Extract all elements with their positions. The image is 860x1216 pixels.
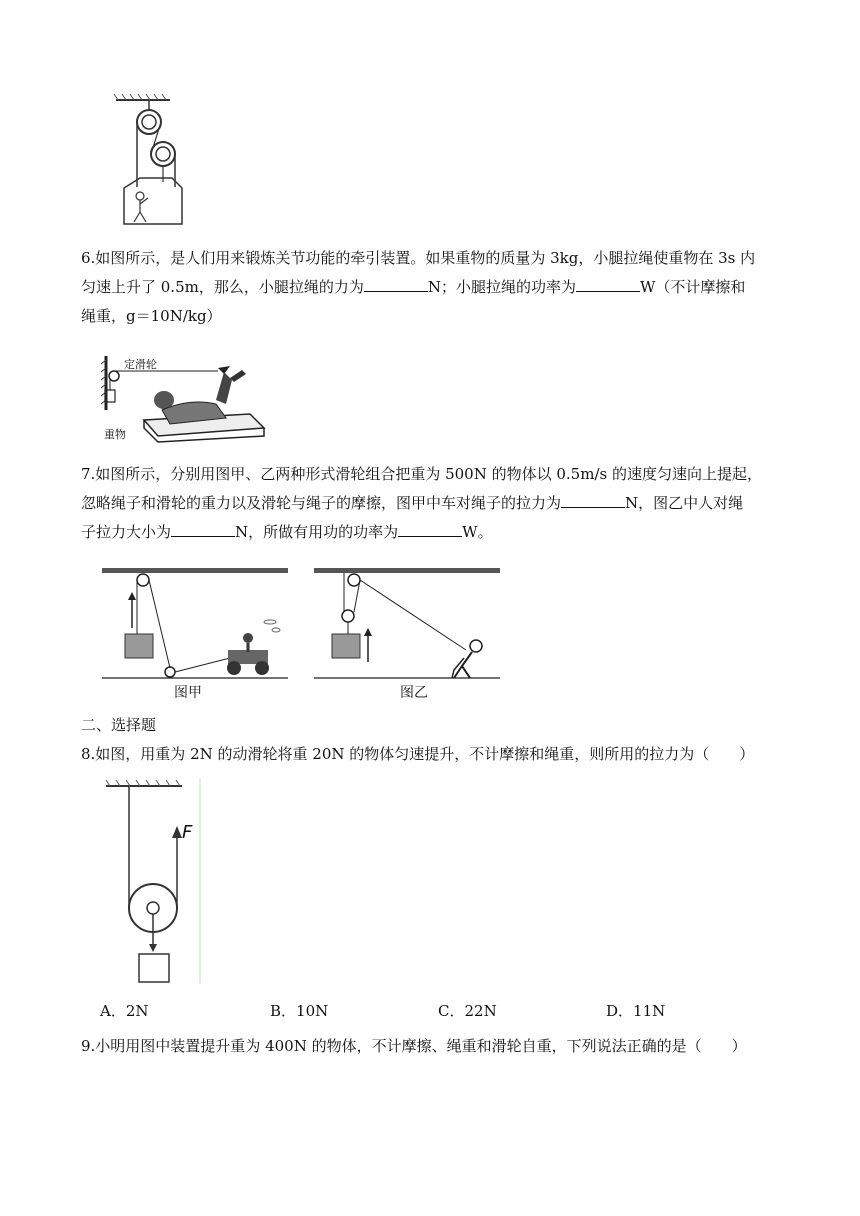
q6-line3: 绳重，g＝10N/kg）	[81, 307, 222, 325]
question-8: 8.如图，用重为 2N 的动滑轮将重 20N 的物体匀速提升，不计摩擦和绳重，则所用的拉力为（ ）	[81, 745, 755, 763]
pulley-figure-yi	[314, 562, 504, 704]
answer-blank[interactable]	[398, 522, 462, 537]
fixed-pulley-label: 定滑轮	[124, 358, 157, 371]
traction-device-figure	[100, 350, 270, 446]
movable-pulley-figure	[100, 778, 210, 988]
q7-line3: 子拉力大小为 N，所做有用功的功率为 W。	[81, 523, 493, 541]
question-7	[81, 460, 781, 547]
q7-line2: 忽略绳子和滑轮的重力以及滑轮与绳子的摩擦，图甲中车对绳子的拉力为 N，图乙中人对绳	[81, 494, 744, 512]
force-label: F	[182, 822, 193, 843]
option-b[interactable]: B．10N	[270, 1002, 329, 1020]
q6-line1: 6.如图所示，是人们用来锻炼关节功能的牵引装置。如果重物的质量为 3kg，小腿拉绳使重物在 3s 内	[81, 249, 756, 267]
option-a[interactable]: A．2N	[100, 1002, 149, 1020]
caption-yi: 图乙	[400, 685, 428, 701]
question-6	[81, 244, 781, 331]
weight-label: 重物	[104, 428, 126, 441]
option-d[interactable]: D．11N	[606, 1002, 666, 1020]
section-heading-multiple-choice: 二、选择题	[81, 716, 157, 734]
question-9: 9.小明用图中装置提升重为 400N 的物体，不计摩擦、绳重和滑轮自重，下列说法正确的是（ ）	[81, 1037, 747, 1055]
option-c[interactable]: C．22N	[438, 1002, 497, 1020]
q6-line2: 匀速上升了 0.5m，那么，小腿拉绳的力为 N；小腿拉绳的功率为 W（不计摩擦和	[81, 278, 746, 296]
answer-blank[interactable]	[561, 493, 625, 508]
caption-jia: 图甲	[174, 685, 202, 701]
answer-blank[interactable]	[364, 277, 428, 292]
pulley-figure-jia	[102, 562, 292, 704]
answer-blank[interactable]	[171, 522, 235, 537]
answer-blank[interactable]	[576, 277, 640, 292]
pulley-figure-1	[110, 92, 190, 228]
q7-line1: 7.如图所示，分别用图甲、乙两种形式滑轮组合把重为 500N 的物体以 0.5m/s 的速度匀速向上提起，	[81, 465, 762, 483]
